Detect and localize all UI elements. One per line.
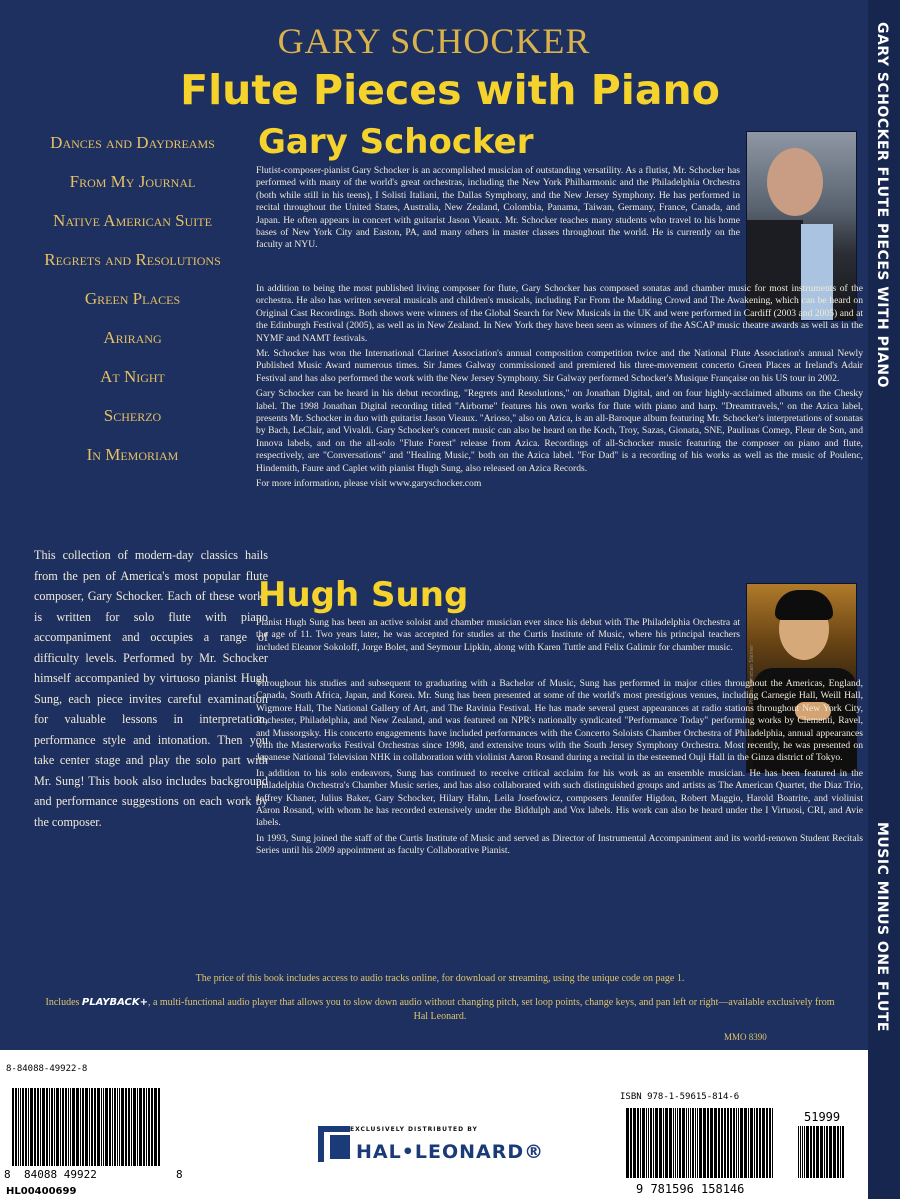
barcode-bar <box>699 1108 702 1178</box>
barcode-bar <box>659 1108 662 1178</box>
barcode-bar <box>137 1088 138 1166</box>
hugh-bio-intro <box>256 617 740 657</box>
barcode-bar <box>646 1108 647 1178</box>
barcode-bar <box>34 1088 36 1166</box>
barcode-bar <box>51 1088 53 1166</box>
barcode-bar <box>806 1126 809 1178</box>
barcode-bar <box>117 1088 118 1166</box>
barcode-bar <box>736 1108 737 1178</box>
playback-prefix: Includes <box>45 997 80 1008</box>
barcode-bar <box>714 1108 717 1178</box>
barcode-bar <box>707 1108 709 1178</box>
isbn-digits: 9 781596 158146 <box>636 1182 745 1196</box>
barcode-bar <box>813 1126 815 1178</box>
barcode-bar <box>37 1088 39 1166</box>
barcode-bar <box>721 1108 723 1178</box>
barcode-bar <box>121 1088 124 1166</box>
barcode-bar <box>143 1088 145 1166</box>
barcode-bar <box>769 1108 771 1178</box>
barcode-bar <box>65 1088 67 1166</box>
barcode-bar <box>677 1108 678 1178</box>
barcode-bar <box>114 1088 116 1166</box>
hugh-bio-body <box>256 678 863 861</box>
barcode-bar <box>158 1088 160 1166</box>
barcode-bar <box>28 1088 29 1166</box>
barcode-bar <box>824 1126 825 1178</box>
playback-logo: PLAYBACK+ <box>81 997 148 1008</box>
barcode-bar <box>820 1126 823 1178</box>
cover-title: Flute Pieces with Piano <box>180 66 720 114</box>
barcode-bar <box>653 1108 654 1178</box>
barcode-bar <box>724 1108 726 1178</box>
barcode-bar <box>154 1088 157 1166</box>
barcode-bar <box>70 1088 71 1166</box>
barcode-bar <box>772 1108 773 1178</box>
barcode-bar <box>810 1126 812 1178</box>
barcode-bar <box>800 1126 801 1178</box>
barcode-bar <box>744 1108 747 1178</box>
barcode-bar <box>837 1126 839 1178</box>
gary-website: For more information, please visit www.garyschocker.com <box>256 478 482 490</box>
piece-item: Native American Suite <box>53 211 212 230</box>
spine-series: MUSIC MINUS ONE FLUTE <box>874 822 890 1032</box>
barcode-bar <box>754 1108 755 1178</box>
price-bars <box>798 1126 845 1178</box>
barcode-bar <box>125 1088 127 1166</box>
barcode-bar <box>60 1088 61 1166</box>
barcode-bar <box>740 1108 743 1178</box>
barcode-bar <box>748 1108 749 1178</box>
piece-item: Dances and Daydreams <box>50 133 215 152</box>
barcode-bar <box>68 1088 69 1166</box>
barcode-bar <box>642 1108 645 1178</box>
barcode-bar <box>25 1088 27 1166</box>
barcode-bar <box>679 1108 681 1178</box>
hugh-hair <box>775 590 833 620</box>
gary-bio-p1: Flutist-composer-pianist Gary Schocker is an accomplished musician of outstanding versatility. As a flutist, Mr. Schocker has performed with many of the world's great orchestras, including the New York Philharmonic and the Philadelphia Orchestra (both while still in his teens), I Solisti Italiani, the Dallas Symphony, and the New Jersey Symphony. He has performed in recital throughout the United States, Australia, New Zealand, Colombia, Panama, Taiwan, Germany, France, Canada, and Japan. He often appears in concert with guitarist Jason Vieaux. Mr. Schocker teaches many students who travel to his home bases of New York City and Easton, PA, and many others in master classes throughout the world. He is currently on the faculty at NYU. <box>256 165 740 251</box>
isbn-number: ISBN 978-1-59615-814-6 <box>620 1092 740 1102</box>
playback-description: , a multi-functional audio player that allows you to slow down audio without changing pitch, set loop points, change keys, and pan left or right—available exclusively from Hal Leonard. <box>147 997 835 1022</box>
barcode-bar <box>675 1108 676 1178</box>
gary-heading: Gary Schocker <box>258 122 534 162</box>
upc-top-digits: 8-84088-49922-8 <box>6 1064 88 1074</box>
price-code: 51999 <box>804 1110 841 1124</box>
barcode-bar <box>697 1108 698 1178</box>
barcode-bar <box>816 1126 819 1178</box>
barcode-bar <box>630 1108 632 1178</box>
barcode-bar <box>804 1126 805 1178</box>
playback-note <box>40 996 840 1024</box>
barcode-bar <box>710 1108 713 1178</box>
barcode-bar <box>690 1108 691 1178</box>
gary-bio-p3: Mr. Schocker has won the International Clarinet Association's annual composition competition twice and the National Flute Association's annual Newly Published Music Award numerous times. Sir James Galway commissioned and premiered his three-movement concerto Green Places at Ireland's Adair Festival and has also performed the work with the New Jersey Symphony. Sir Galway performed Schocker's Musique Française on his US tour in 2002. <box>256 348 863 384</box>
barcode-bar <box>829 1126 832 1178</box>
barcode-bar <box>663 1108 664 1178</box>
hl-item-code: HL00400699 <box>6 1186 77 1197</box>
barcode-bar <box>46 1088 48 1166</box>
hugh-bio-p1: Pianist Hugh Sung has been an active soloist and chamber musician ever since his debut with The Philadelphia Orchestra at the age of 11. Two years later, he was accepted for studies at the Curtis Institute of Music, where his principal teachers included Eleanor Sokoloff, Jorge Bolet, and Seymour Lipkin, along with Karen Tuttle and Felix Galimir for chamber music. <box>256 617 740 653</box>
isbn-bars <box>626 1108 774 1178</box>
barcode-bar <box>20 1088 21 1166</box>
cover-author: GARY SCHOCKER <box>277 21 591 61</box>
barcode-bar <box>148 1088 150 1166</box>
barcode-bar <box>72 1088 75 1166</box>
barcode-bar <box>756 1108 758 1178</box>
barcode-bar <box>105 1088 108 1166</box>
barcode-bar <box>727 1108 729 1178</box>
barcode-bar <box>762 1108 765 1178</box>
barcode-bar <box>718 1108 720 1178</box>
barcode-bar <box>89 1088 90 1166</box>
piece-item: At Night <box>100 367 165 386</box>
upc-barcode-box <box>0 1050 195 1199</box>
audio-access-note: The price of this book includes access to audio tracks online, for download or streaming, using the unique code on page 1. <box>195 973 685 984</box>
piece-item: Green Places <box>84 289 181 308</box>
barcode-bar <box>650 1108 652 1178</box>
barcode-bar <box>49 1088 50 1166</box>
piece-item: Scherzo <box>103 406 162 425</box>
spine-title: GARY SCHOCKER FLUTE PIECES WITH PIANO <box>874 22 890 389</box>
hugh-heading: Hugh Sung <box>258 575 469 615</box>
barcode-bar <box>15 1088 17 1166</box>
barcode-bar <box>76 1088 79 1166</box>
barcode-bar <box>692 1108 694 1178</box>
barcode-bar <box>119 1088 120 1166</box>
barcode-bar <box>798 1126 799 1178</box>
barcode-bar <box>826 1126 828 1178</box>
isbn-barcode-box <box>612 1050 868 1199</box>
barcode-bar <box>766 1108 768 1178</box>
barcode-bar <box>802 1126 803 1178</box>
barcode-bar <box>97 1088 100 1166</box>
gary-bio-p4: Gary Schocker can be heard in his debut recording, "Regrets and Resolutions," on Jonathan Digital, and on four highly-acclaimed albums on the Chesky label. The 1998 Jonathan Digital recording titled "Airborne" features his own works for flute with piano and harp. "Dreamtravels," on the Azica label, presents Mr. Schocker in duo with guitarist Jason Vieaux. "Arioso," also on Azica, is an all-Baroque album featuring Mr. Schocker's interpretations of sonatas by Bach, LeClair, and Vivaldi. Gary Schocker's concert music can also be heard on the Koch, Troy, Sazas, Gionata, SNE, Paulinas Comep, Fleur de Son, and Innova labels, and on the all-solo "Flute Forest" release from Azica. Recordings of all-Schocker music featuring the composer on piano and flute, respectively, are "Conversations" and "Healing Music," both on the Azica label. "For Dad" is a recording of his works as well as the music of Poulenc, Hindemith, Faure and Caplet with pianist Hugh Sung, also released on Azica Records. <box>256 388 863 474</box>
barcode-bar <box>146 1088 147 1166</box>
barcode-bar <box>730 1108 732 1178</box>
barcode-bar <box>131 1088 132 1166</box>
barcode-bar <box>637 1108 639 1178</box>
hal-leonard-logo-icon <box>318 1126 350 1162</box>
photo-credit: Photo: Christian Steiner <box>749 644 755 704</box>
barcode-bar <box>101 1088 102 1166</box>
barcode-bar <box>673 1108 674 1178</box>
barcode-bar <box>109 1088 111 1166</box>
barcode-bar <box>626 1108 629 1178</box>
upc-middle-digits: 84088 49922 <box>24 1168 97 1181</box>
barcode-bar <box>733 1108 735 1178</box>
mmo-number: MMO 8390 <box>724 1032 767 1042</box>
barcode-bar <box>633 1108 636 1178</box>
barcode-bar <box>22 1088 24 1166</box>
barcode-bar <box>103 1088 104 1166</box>
barcode-bar <box>842 1126 844 1178</box>
piece-item: Arirang <box>103 328 162 347</box>
upc-bars <box>12 1088 161 1166</box>
barcode-bar <box>30 1088 33 1166</box>
barcode-bar <box>133 1088 136 1166</box>
barcode-bar <box>139 1088 142 1166</box>
gary-bio-intro <box>256 165 740 255</box>
hal-leonard-wordmark: HAL•LEONARD® <box>356 1141 545 1163</box>
barcode-bar <box>56 1088 59 1166</box>
barcode-bar <box>695 1108 696 1178</box>
barcode-bar <box>665 1108 668 1178</box>
barcode-bar <box>703 1108 706 1178</box>
piece-item: Regrets and Resolutions <box>44 250 221 269</box>
upc-lead-digit: 8 <box>4 1168 11 1181</box>
barcode-bar <box>94 1088 96 1166</box>
barcode-bar <box>151 1088 153 1166</box>
barcode-bar <box>82 1088 84 1166</box>
barcode-bar <box>12 1088 14 1166</box>
piece-item: In Memoriam <box>86 445 179 464</box>
barcode-bar <box>759 1108 761 1178</box>
publisher-strip <box>195 1050 612 1199</box>
hugh-bio-p3: In addition to his solo endeavors, Sung has continued to receive critical acclaim for his work as an ensemble musician. He has been featured in the Philadelphia Orchestra's Chamber Music series, and has also collaborated with such distinguished groups and artists as The American Quartet, the Diaz Trio, Jeffrey Khaner, Julius Baker, Gary Schocker, Hilary Hahn, Leila Josefowicz, composers Jennifer Higdon, Robert Maggio, Harold Boatrite, and violinist Aaron Rosand, with whom he has recorded extensively under the Biddulph and Vox labels. His work can also be heard under the I Virtuosi, CRI, and Avie labels. <box>256 767 863 829</box>
gary-face <box>767 148 823 216</box>
barcode-bar <box>40 1088 41 1166</box>
barcode-bar <box>112 1088 113 1166</box>
barcode-bar <box>648 1108 649 1178</box>
barcode-bar <box>91 1088 93 1166</box>
barcode-bar <box>738 1108 739 1178</box>
barcode-bar <box>682 1108 685 1178</box>
barcode-bar <box>42 1088 45 1166</box>
barcode-bar <box>18 1088 19 1166</box>
barcode-bar <box>54 1088 55 1166</box>
barcode-bar <box>688 1108 689 1178</box>
barcode-bar <box>62 1088 64 1166</box>
barcode-bar <box>128 1088 130 1166</box>
hugh-bio-p2: Throughout his studies and subsequent to graduating with a Bachelor of Music, Sung has performed in major cities throughout the Americas, England, Canada, South Africa, Japan, and Korea. Mr. Sung has been presented at some of the world's most prestigious venues, including Carnegie Hall, Weill Hall, Wigmore Hall, The National Gallery of Art, and The Ravinia Festival. He has made several guest appearances at radio stations throughout New York City, Rochester, Philadelphia, and New Zealand, and was featured on NPR's nationally syndicated "Performance Today" performing works by Clementi, Ravel, and Mussorgsky. His concerto engagements have included performances with the Concerto Soloists Chamber Orchestra of Philadelphia, annual appearances with the Masterworks Festival Orchestras since 1998, and extensive tours with the South Jersey Symphony Orchestra. Most recently, he was presented on Japanese National Television NHK in collaboration with violinist Aaron Rosand during a recital in the esteemed Ouji Hall in the Ginza district of Tokyo. <box>256 678 863 764</box>
barcode-bar <box>750 1108 753 1178</box>
barcode-bar <box>686 1108 687 1178</box>
barcode-bar <box>833 1126 836 1178</box>
pieces-list <box>20 132 245 483</box>
barcode-bar <box>669 1108 672 1178</box>
barcode-bar <box>80 1088 81 1166</box>
barcode-bar <box>640 1108 641 1178</box>
hugh-bio-p4: In 1993, Sung joined the staff of the Curtis Institute of Music and served as Director of Instrumental Accompaniment and its world-renown Student Recitals Series until his 2009 appointment as faculty Collaborative Pianist. <box>256 832 863 857</box>
gary-bio-body <box>256 283 863 494</box>
gary-bio-p2: In addition to being the most published living composer for flute, Gary Schocker has composed sonatas and chamber music for most instruments of the orchestra. He also has written several musicals and children's musicals, including Far From the Madding Crowd and The Awakening, which can be heard on Original Cast Recordings. Both shows were winners of the Global Search for New Musicals in the UK and were performed in Cardiff (2003 and 2005) and at the Edinburgh Festival (2005), as well as in New Zealand. In New York they have been seen as winners of the ASCAP music theatre awards as well as in the NYMF and NAMT festivals. <box>256 283 863 344</box>
barcode-bar <box>840 1126 841 1178</box>
upc-tail-digit: 8 <box>176 1168 183 1181</box>
barcode-bar <box>655 1108 658 1178</box>
piece-item: From My Journal <box>69 172 196 191</box>
distributed-by: EXCLUSIVELY DISTRIBUTED BY <box>350 1126 478 1133</box>
book-description: This collection of modern-day classics hails from the pen of America's most popular flute composer, Gary Schocker. Each of these works is written for solo flute with piano accompaniment and occupies a range of difficulty levels. Performed by Mr. Schocker himself accompanied by virtuoso pianist Hugh Sung, each piece invites careful examination for valuable lessons in interpretation, performance style and intonation. Then you take center stage and play the solo part with Mr. Sung! This book also includes background and performance suggestions on each work by the composer. <box>34 548 268 829</box>
barcode-bar <box>85 1088 88 1166</box>
